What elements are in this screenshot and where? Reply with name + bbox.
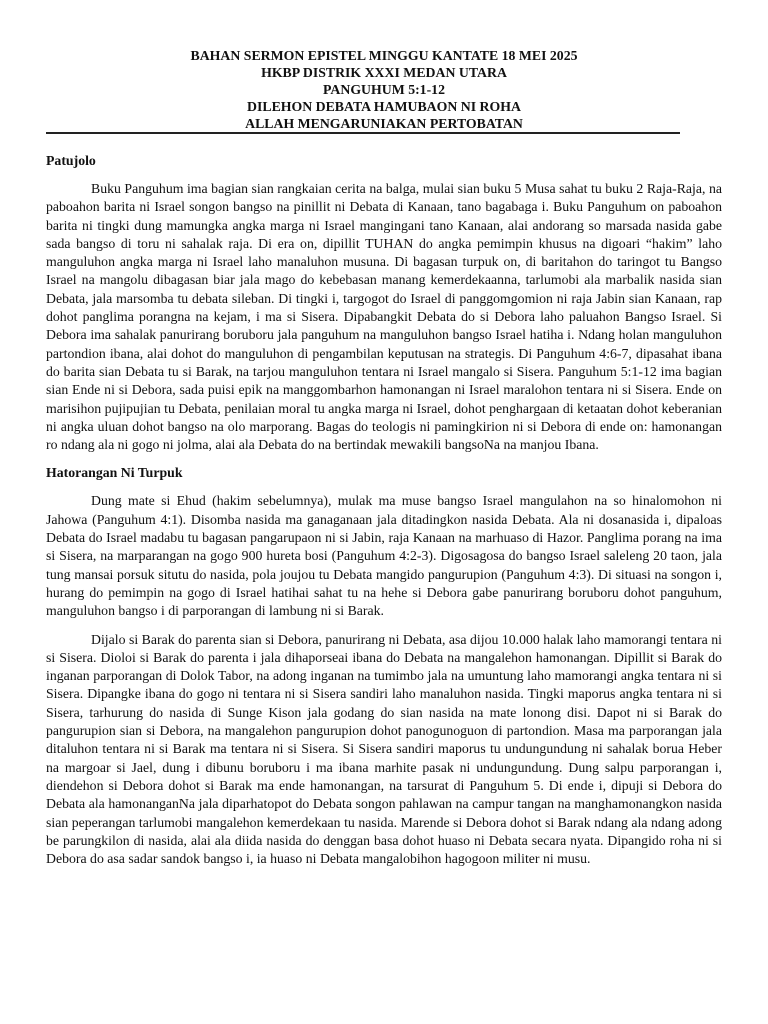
header-theme-batak: DILEHON DEBATA HAMUBAON NI ROHA <box>247 99 521 114</box>
header-district: HKBP DISTRIK XXXI MEDAN UTARA <box>261 65 507 80</box>
section-heading-explanation: Hatorangan Ni Turpuk <box>46 465 183 481</box>
document-body <box>46 152 722 878</box>
header-title: BAHAN SERMON EPISTEL MINGGU KANTATE 18 MEI 2025 <box>190 48 578 63</box>
body-paragraph: Dijalo si Barak do parenta sian si Debora, panurirang ni Debata, asa dijou 10.000 halak laho mamorangi tentara ni si Sisera. Dioloi si Barak do parenta i jala dihaporseai ibana do Debata na mangalehon hamonangan. Dipillit si Barak do inganan parporangan di Dolok Tabor, na adong inganan na tumimbo jala na umuntung laho mamorangi angka tentara ni si Sisera. Dipangke ibana do gogo ni tentara ni si Sisera sandiri laho manaluhon nasida. Tingki maporus angka tentara ni si Sisera, tarhurung do nasida di Sunge Kison jala godang do sian nasida na mate lonong disi. Dapot ni si Barak do pangurupion sian si Debora, na mangalehon pangurupion dohot panogunoguon di partondion. Masa ma parporangan jala ditaluhon tentara ni si Barak ma tentara ni si Sisera. Si Sisera sandiri maporus tu undungundung ni sahalak borua Heber na margoar si Jael, dung i dibunu boruboru i ma ibana marhite pasak ni undungundung. Dung salpu parporangan i, diendehon si Debora dohot si Barak ma ende hamonangan, na tarsurat di Panguhum 5. Di ende i, dipuji si Debora do Debata ala hamonanganNa jala diparhatopot do Debata songon pahlawan na campur tangan na manghamonangkon nasida sian peperangan tarlumobi mangalehon kemerdekaan tu nasida. Marende si Debora dohot si Barak ndang ala ndang adong be parungkilon di nasida, alai ala diida nasida do denggan basa dohot huaso ni Debata secara nyata. Dipangido roha ni si Debora do asa sadar sandok bangso i, ia huaso ni Debata mangalobihon hagogoon militer ni musu. <box>46 631 722 867</box>
body-paragraph: Dung mate si Ehud (hakim sebelumnya), mulak ma muse bangso Israel mangulahon na so hinalomohon ni Jahowa (Panguhum 4:1). Disomba nasida ma ganaganaan jala ditadingkon nasida Debata. Ala ni dosanasida i, dipaloas Debata do Israel madabu tu bagasan pangarupaon ni si Jabin, raja Kanaan na marhuaso di Hazor. Panglima porang na ima si Sisera, na marparangan na gogo 900 hureta bosi (Panguhum 4:2-3). Digosagosa do bangso Israel saleleng 20 taon, jala tung mansai porsuk situtu do nasida, pola joujou tu Debata mangido pangurupion (Panguhum 4:3). Di situasi na songon i, hurang do pemimpin na gogo di Israel hatihai sahat tu na hehe si Debora gabe panurirang boruboru dohot panguhum, manguluhon bangso i di parporangan di lambung ni si Barak. <box>46 493 722 619</box>
header-scripture-reference: PANGUHUM 5:1-12 <box>323 82 445 97</box>
body-paragraph: Buku Panguhum ima bagian sian rangkaian cerita na balga, mulai sian buku 5 Musa sahat tu buku 2 Raja-Raja, na paboahon barita ni Israel songon bangso na pinillit ni Debata di Kanaan, tano bagabaga i. Buku Panguhum on paboahon barita ni tingki dung mamungka angka marga ni Israel mangingani tano Kanaan, alai andorang so marsada nasida gabe sada bangso di toru ni sahalak raja. Di era on, dipillit TUHAN do angka pemimpin khusus na digoari “hakim” laho manguluhon angka marga ni Israel laho manaluhon musuna. Di bagasan turpuk on, di baritahon do taringot tu Bangso Israel na mangolu dibagasan biar jala mago do kebebasan manang kemerdekaanna, tarlumobi ala marbalik nasida sian Debata, jala marsomba tu debata sileban. Di tingki i, targogot do Israel di panggomgomion ni raja Jabin sian Kanaan, rap dohot panglima porangna na kejam, i ma si Sisera. Dipabangkit Debata do si Debora laho paluahon Bangso Israel. Si Debora ima sahalak panurirang boruboru jala panguhum na manguluhon bangso Israel hatiha i. Ndang holan manguluhon partondion ibana, alai dohot do manguluhon di pengambilan keputusan na strategis. Di Panguhum 4:6-7, dipasahat ibana do barita sian Debata tu si Barak, na tarjou manguluhon tentara ni Israel mangalo si Sisera. Panguhum 5:1-12 ima bagian sian Ende ni si Debora, sada puisi epik na manggombarhon hamonangan ni Israel maralohon tentara ni si Sisera. Ende on marisihon pujipujian tu Debata, penilaian moral tu angka marga ni Israel, dohot penghargaan di ketaatan dohot keberanian ni angka uluan dohot bangso na olo marporang. Bagas do teologis ni pamingkirion ni si Debora di ende on: hamonangan ro ndang ala ni gogo ni jolma, alai ala Debata do na bertindak mewakili bangsoNa na manjou Ibana. <box>46 181 722 453</box>
header-divider <box>46 132 680 135</box>
section-heading-introduction: Patujolo <box>46 153 96 168</box>
header-theme-indonesian: ALLAH MENGARUNIAKAN PERTOBATAN <box>245 116 523 131</box>
document-header <box>0 47 768 132</box>
